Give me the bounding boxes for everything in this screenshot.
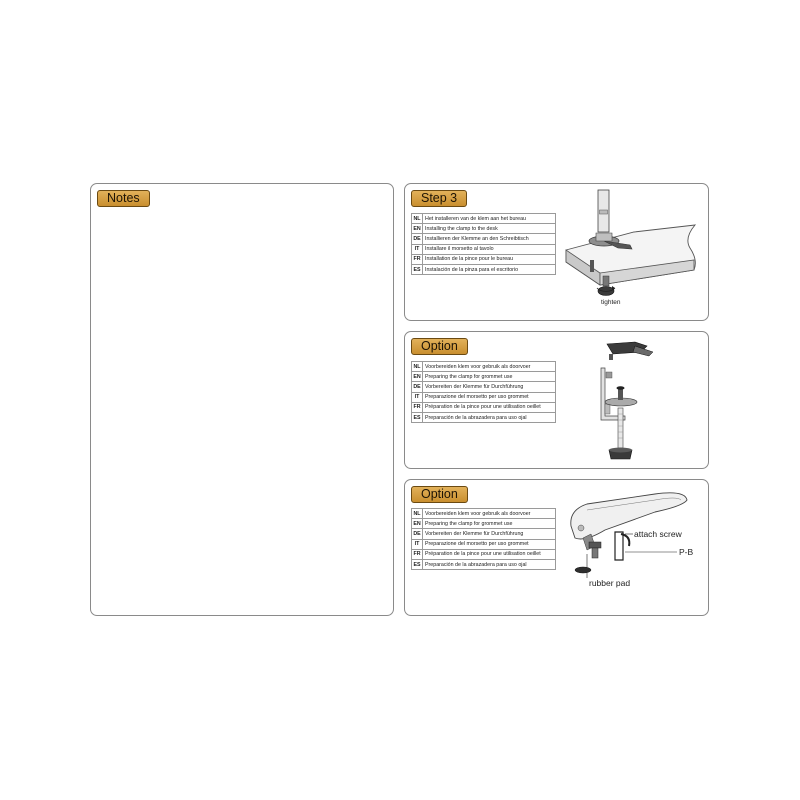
rubber-pad-callout: rubber pad: [589, 578, 631, 588]
desk-clamp-illustration: [560, 190, 710, 315]
option1-instruction-table: [411, 361, 556, 423]
option-panel-1: [404, 331, 709, 469]
table-row: DE Vorbereiten der Klemme für Durchführung: [412, 382, 556, 392]
table-row: EN Preparing the clamp for grommet use: [412, 519, 556, 529]
table-row: IT Preparazione del morsetto per uso grommet: [412, 539, 556, 549]
table-row: FR Préparation de la pince pour une utilisation oeillet: [412, 402, 556, 412]
clamp-base-assembly-illustration: [565, 490, 700, 608]
table-row: IT Preparazione del morsetto per uso grommet: [412, 392, 556, 402]
table-row: FR Préparation de la pince pour une utilisation oeillet: [412, 549, 556, 559]
table-row: ES Preparación de la abrazadera para uso ojal: [412, 412, 556, 422]
table-row: IT Installare il morsetto al tavolo: [412, 244, 556, 254]
step3-panel: [404, 183, 709, 321]
table-row: NL Voorbereiden klem voor gebruik als doorvoer: [412, 362, 556, 372]
notes-panel: [90, 183, 394, 616]
step3-title: Step 3: [411, 190, 467, 207]
option2-instruction-table: [411, 508, 556, 570]
table-row: DE Vorbereiten der Klemme für Durchführung: [412, 529, 556, 539]
notes-title: Notes: [97, 190, 150, 207]
pb-callout: P-B: [679, 547, 694, 557]
step3-instruction-table: [411, 213, 556, 275]
table-row: EN Installing the clamp to the desk: [412, 224, 556, 234]
table-row: EN Preparing the clamp for grommet use: [412, 372, 556, 382]
table-row: FR Installation de la pince pour le bureau: [412, 254, 556, 264]
option1-title: Option: [411, 338, 468, 355]
table-row: ES Instalación de la pinza para el escritorio: [412, 264, 556, 274]
tighten-callout: tighten: [601, 299, 621, 306]
table-row: ES Preparación de la abrazadera para uso ojal: [412, 559, 556, 569]
attach-screw-callout: attach screw: [634, 529, 682, 539]
option2-title: Option: [411, 486, 468, 503]
grommet-clamp-exploded-illustration: [585, 338, 695, 466]
table-row: DE Installieren der Klemme an den Schreibtisch: [412, 234, 556, 244]
table-row: NL Het installeren van de klem aan het bureau: [412, 214, 556, 224]
option-panel-2: [404, 479, 709, 616]
table-row: NL Voorbereiden klem voor gebruik als doorvoer: [412, 509, 556, 519]
